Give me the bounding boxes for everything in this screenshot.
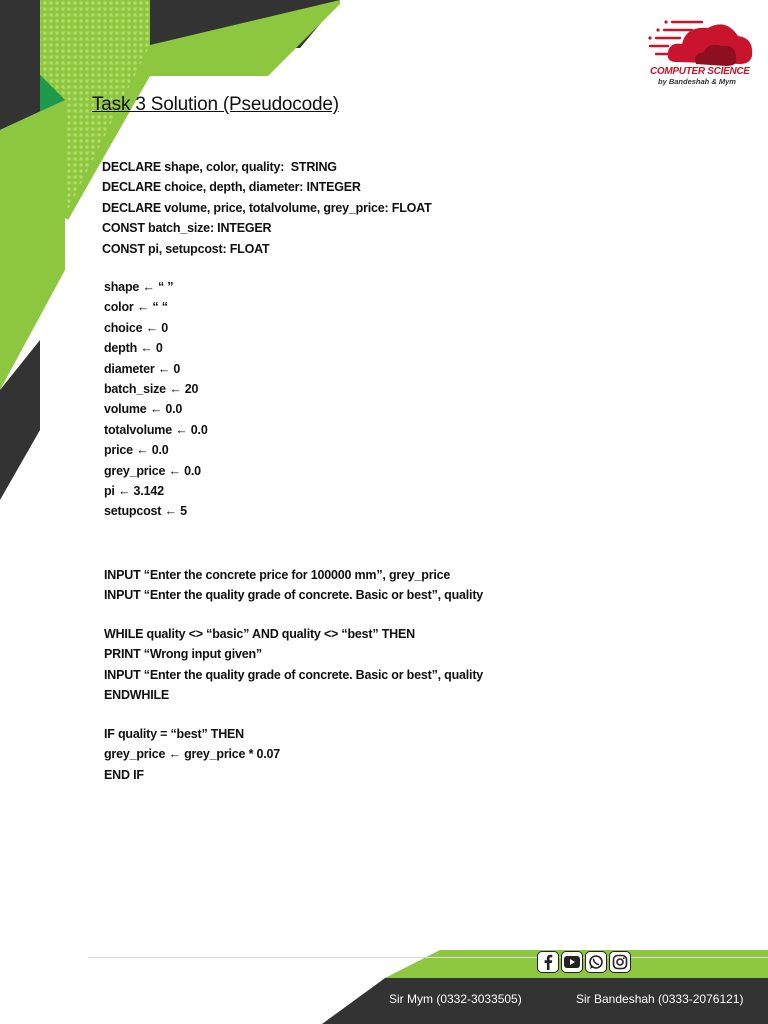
code-line: depth ← 0 [104,341,163,356]
code-line: grey_price ← grey_price * 0.07 [104,747,281,762]
code-line: DECLARE volume, price, totalvolume, grey_price: FLOAT [102,200,432,215]
code-line: grey_price ← 0.0 [104,463,201,478]
code-line: INPUT “Enter the concrete price for 100000 mm”, grey_price [104,568,451,582]
code-line: END IF [104,767,144,782]
facebook-icon[interactable] [537,951,559,973]
if-block [104,724,280,785]
code-line: INPUT “Enter the quality grade of concrete. Basic or best”, quality [104,667,484,682]
code-line: diameter ← 0 [104,361,181,376]
instagram-icon[interactable] [609,951,631,973]
code-line: choice ← 0 [104,320,168,335]
code-line: color ← “ “ [104,300,168,315]
code-line: totalvolume ← 0.0 [104,422,208,437]
page-title: Task 3 Solution (Pseudocode) [92,94,339,115]
contact-sir-bandeshah: Sir Bandeshah (0333-2076121) [576,992,744,1006]
code-line: shape ← “ ” [104,280,174,294]
while-block [104,624,483,706]
logo-subtitle: by Bandeshah & Mym [658,77,736,86]
social-links [537,951,631,973]
code-line: CONST pi, setupcost: FLOAT [102,241,270,256]
code-line: setupcost ← 5 [104,504,187,519]
code-line: ENDWHILE [104,688,170,703]
code-line: DECLARE shape, color, quality: STRING [102,160,337,174]
code-line: DECLARE choice, depth, diameter: INTEGER [102,180,361,195]
code-line: PRINT “Wrong input given” [104,647,262,662]
inputs-block [104,565,483,606]
code-line: pi ← 3.142 [104,483,164,498]
code-line: CONST batch_size: INTEGER [102,221,272,236]
contact-sir-mym: Sir Mym (0332-3033505) [389,992,522,1006]
logo-title: COMPUTER SCIENCE [650,66,750,77]
assignments-block [104,277,208,522]
whatsapp-icon[interactable] [585,951,607,973]
code-line: volume ← 0.0 [104,402,183,417]
code-line: INPUT “Enter the quality grade of concrete. Basic or best”, quality [104,588,484,603]
youtube-icon[interactable] [561,951,583,973]
footer-divider [88,957,768,958]
declarations-block [102,157,432,259]
code-line: batch_size ← 20 [104,381,199,396]
code-line: WHILE quality <> “basic” AND quality <> “best” THEN [104,627,415,641]
code-line: IF quality = “best” THEN [104,727,245,741]
code-line: price ← 0.0 [104,443,169,458]
